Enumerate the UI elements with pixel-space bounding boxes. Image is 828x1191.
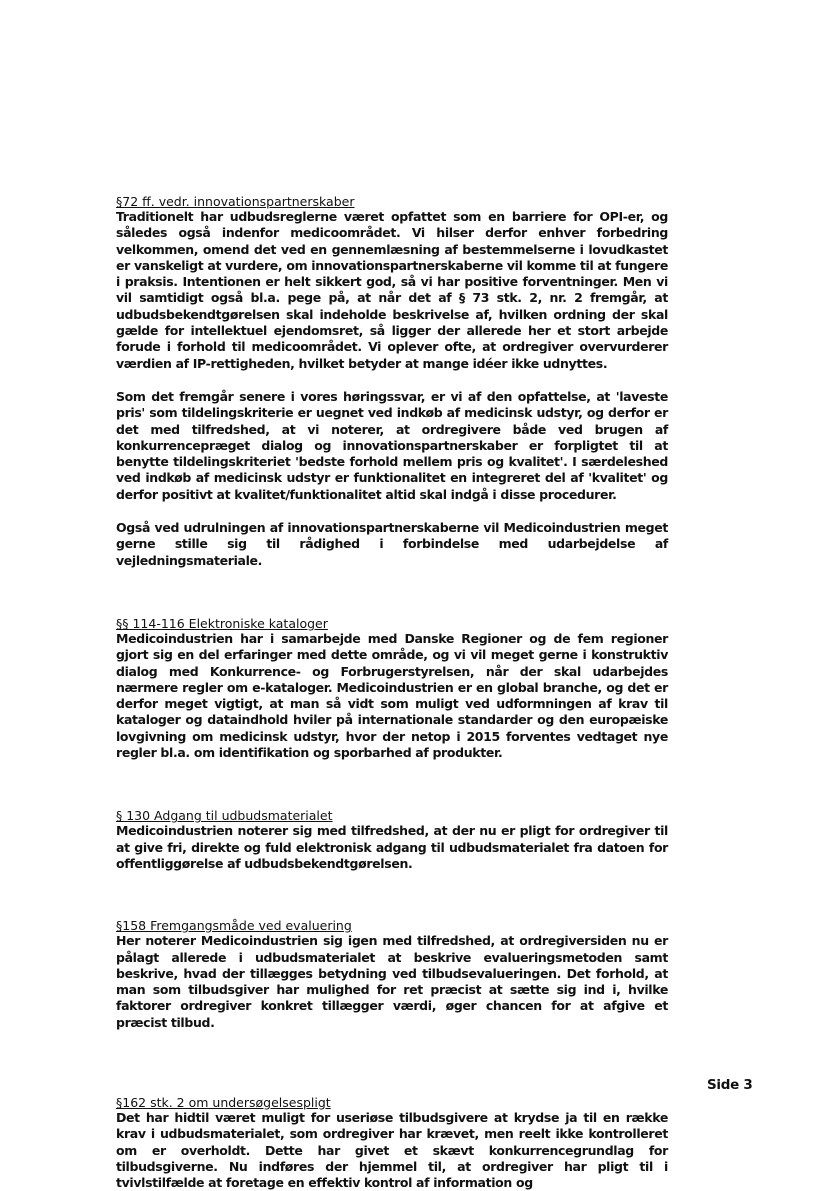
section-paragraph: Her noterer Medicoindustrien sig igen med tilfredshed, at ordregiversiden nu er pålagt allerede i udbudsmaterialet at beskrive evalueringsmetoden samt beskrive, hvad der tillægges betydning ved tilbudsevalueringen. Det forhold, at man som tilbudsgiver har mulighed for ret præcist at sætte sig ind i, hvilke faktorer ordregiver konkret tillægger værdi, øger chancen for at afgive et præcist tilbud. — [116, 933, 668, 1030]
section-heading: §§ 114-116 Elektroniske kataloger — [116, 615, 328, 631]
section-duty-to-investigate — [116, 1095, 668, 1191]
section-paragraph: Traditionelt har udbudsreglerne været opfattet som en barriere for OPI-er, og således også indenfor medicoområdet. Vi hilser derfor enhver forbedring velkommen, omend det ved en gennemlæsning af bestemmelserne i lovudkastet er vanskeligt at vurdere, om innovationspartnerskaberne vil komme til at fungere i praksis. Intentionen er helt sikkert god, så vi har positive forventninger. Men vi vil samtidigt også bl.a. pege på, at når det af § 73 stk. 2, nr. 2 fremgår, at udbudsbekendtgørelsen skal indeholde beskrivelse af, hvilken ordning der skal gælde for intellektuel ejendomsret, så ligger der allerede her et stort arbejde forude i forhold til medicoområdet. Vi oplever ofte, at ordregiver overvurderer værdien af IP-rettigheden, hvilket betyder at mange idéer ikke udnyttes. — [116, 209, 668, 371]
section-heading: § 130 Adgang til udbudsmaterialet — [116, 808, 333, 824]
section-paragraph: Som det fremgår senere i vores høringssvar, er vi af den opfattelse, at 'laveste pris' som tildelingskriterie er uegnet ved indkøb af medicinsk udstyr, og derfor er det med tilfredshed, at vi noterer, at ordregivere både ved brugen af konkurrencepræget dialog og innovationspartnerskaber er forpligtet til at benytte tildelingskriteriet 'bedste forhold mellem pris og kvalitet'. I særdeleshed ved indkøb af medicinsk udstyr er funktionalitet en integreret del af 'kvalitet' og derfor positivt at kvalitet/funktionalitet altid skal indgå i disse procedurer. — [116, 388, 668, 502]
section-heading: §72 ff. vedr. innovationspartnerskaber — [116, 194, 355, 209]
section-evaluation-procedure — [116, 918, 668, 1031]
section-access-tender-material — [116, 808, 668, 872]
section-paragraph: Det har hidtil været muligt for useriøse tilbudsgivere at krydse ja til en række krav i udbudsmaterialet, som ordregiver har krævet, men reelt ikke kontrolleret om er overholdt. Dette har givet et skævt konkurrencegrundlag for tilbudsgiverne. Nu indføres der hjemmel til, at ordregiver har pligt til i tvivlstilfælde at foretage en effektiv kontrol af information og — [116, 1109, 668, 1191]
section-heading: §162 stk. 2 om undersøgelsespligt — [116, 1094, 331, 1110]
document-body — [116, 194, 668, 1191]
section-paragraph: Medicoindustrien har i samarbejde med Danske Regioner og de fem regioner gjort sig en del erfaringer med dette område, og vi vil meget gerne i konstruktiv dialog med Konkurrence- og Forbrugerstyrelsen, når der skal udarbejdes nærmere regler om e-kataloger. Medicoindustrien er en global branche, og det er derfor meget vigtigt, at man så vidt som muligt ved udformningen af krav til kataloger og dataindhold hviler på internationale standarder og den europæiske lovgivning om medicinsk udstyr, hvor der netop i 2015 forventes vedtaget nye regler bl.a. om identifikation og sporbarhed af produkter. — [116, 630, 668, 761]
section-innovation-partnerships — [116, 194, 668, 569]
page-number: Side 3 — [707, 1077, 753, 1093]
section-paragraph: Også ved udrulningen af innovationspartnerskaberne vil Medicoindustrien meget gerne stille sig til rådighed i forbindelse med udarbejdelse af vejledningsmateriale. — [116, 520, 668, 568]
section-heading: §158 Fremgangsmåde ved evaluering — [116, 918, 352, 934]
section-paragraph: Medicoindustrien noterer sig med tilfredshed, at der nu er pligt for ordregiver til at give fri, direkte og fuld elektronisk adgang til udbudsmaterialet fra datoen for offentliggørelse af udbudsbekendtgørelsen. — [116, 823, 668, 871]
section-electronic-catalogs — [116, 616, 668, 761]
